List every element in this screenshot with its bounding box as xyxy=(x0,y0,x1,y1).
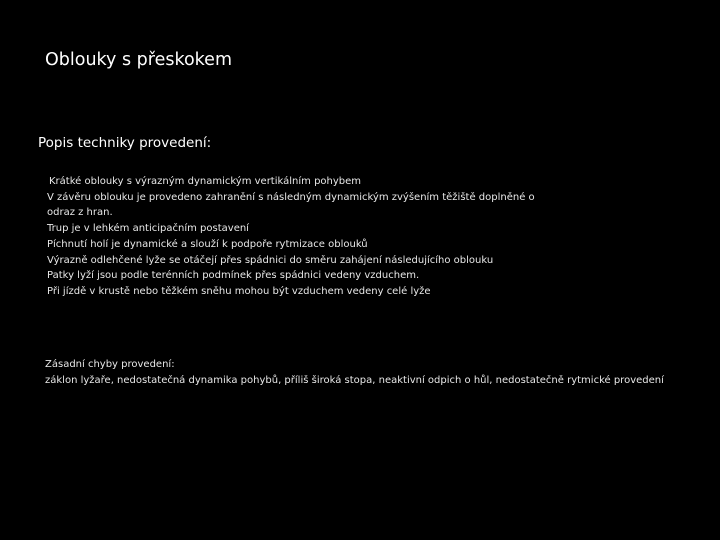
technique-line: Píchnutí holí je dynamické a slouží k podpoře rytmizace oblouků xyxy=(47,238,368,250)
technique-description xyxy=(47,174,667,300)
technique-line: Trup je v lehkém anticipačním postavení xyxy=(47,223,249,235)
technique-line: Patky lyží jsou podle terénních podmínek přes spádnici vedeny vzduchem. xyxy=(47,270,420,282)
technique-line: odraz z hran. xyxy=(47,207,113,219)
technique-line: Výrazně odlehčené lyže se otáčejí přes spádnici do směru zahájení následujícího oblouku xyxy=(47,254,494,266)
slide-title: Oblouky s přeskokem xyxy=(45,50,232,70)
errors-section xyxy=(45,357,665,388)
technique-heading: Popis techniky provedení: xyxy=(38,135,212,151)
technique-line: V závěru oblouku je provedeno zahranění s následným dynamickým zvýšením těžiště doplněné o xyxy=(47,191,535,203)
technique-line: Krátké oblouky s výrazným dynamickým vertikálním pohybem xyxy=(49,176,362,187)
errors-heading: Zásadní chyby provedení: xyxy=(45,359,175,370)
technique-line: Při jízdě v krustě nebo těžkém sněhu mohou být vzduchem vedeny celé lyže xyxy=(47,285,431,297)
errors-text: záklon lyžaře, nedostatečná dynamika pohybů, příliš široká stopa, neaktivní odpich o hůl, nedostatečně rytmické provedení xyxy=(45,374,664,386)
